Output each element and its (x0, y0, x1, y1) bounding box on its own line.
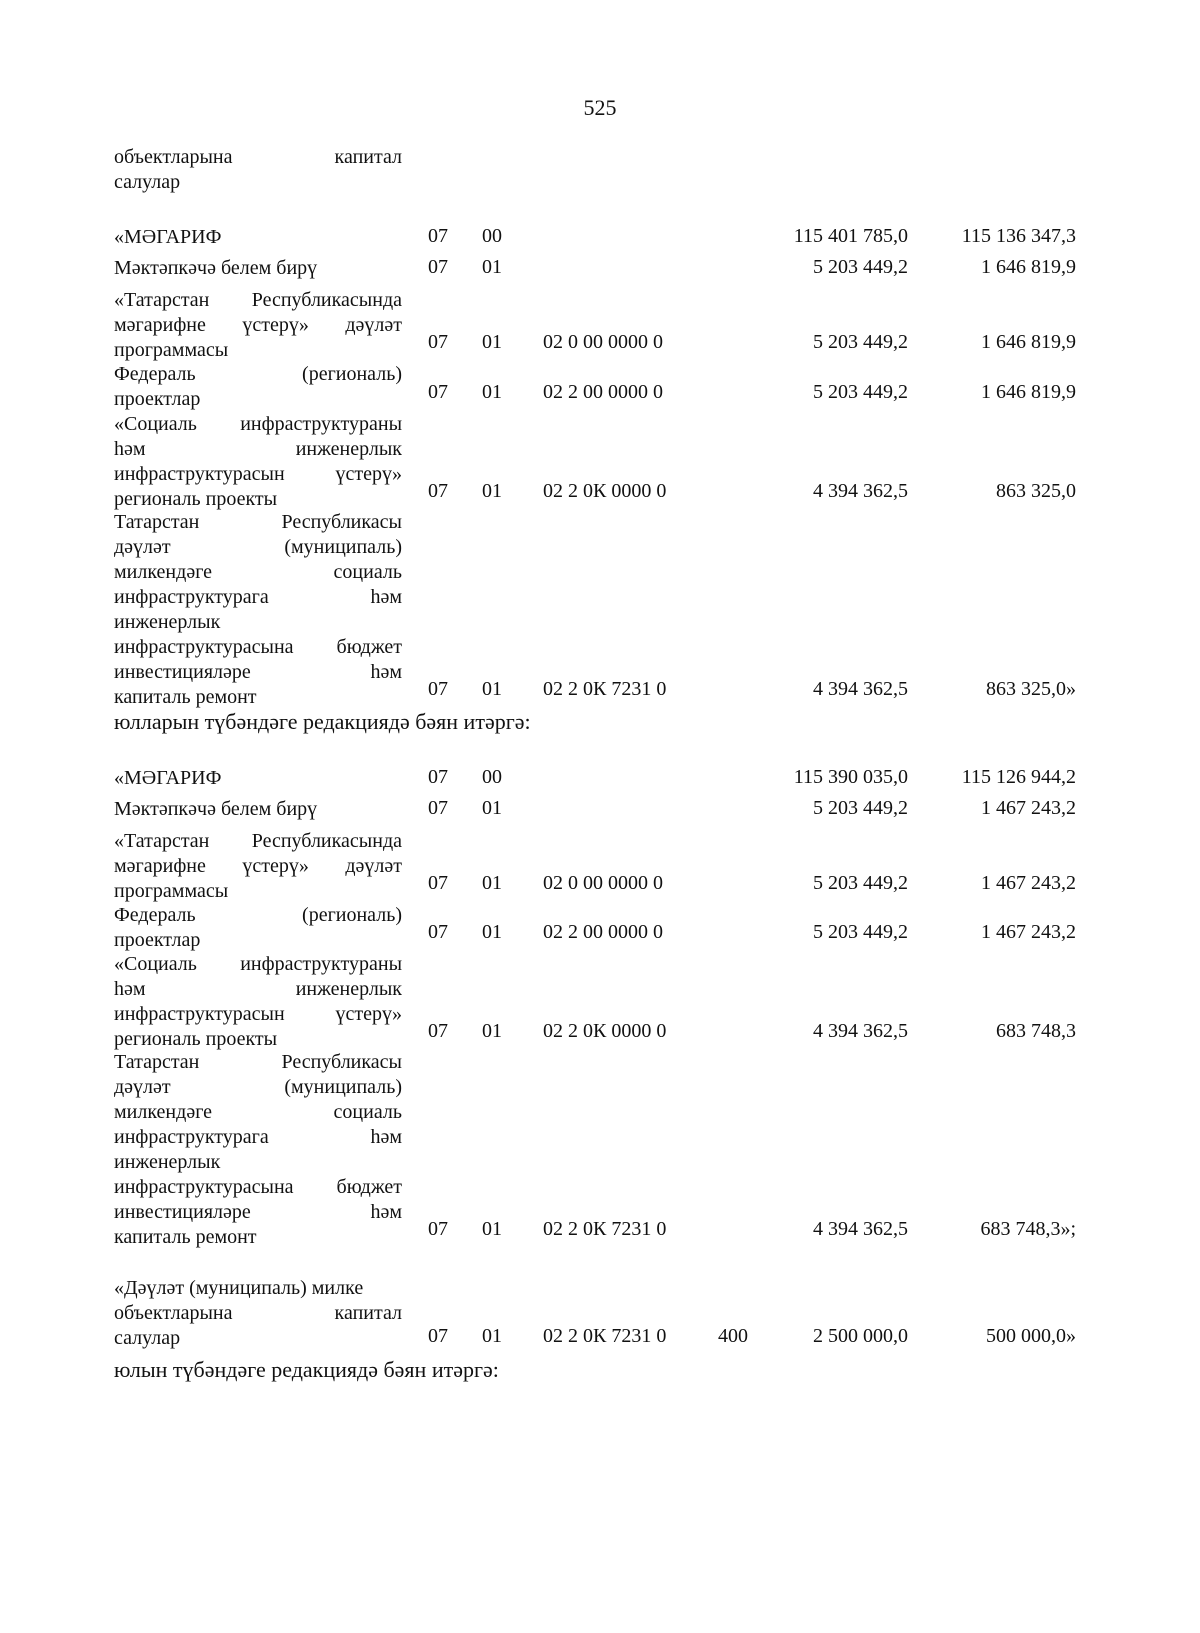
amount2-cell: 683 748,3 (996, 1020, 1076, 1042)
rz-cell: 07 (428, 480, 448, 502)
amount2-cell: 1 467 243,2 (981, 921, 1076, 943)
amount1-cell: 2 500 000,0 (813, 1325, 908, 1347)
amount1-cell: 5 203 449,2 (813, 256, 908, 278)
rz-cell: 07 (428, 256, 448, 278)
row-description: инфраструктурасын үстерү» (114, 1003, 402, 1025)
instruction-text: юлын түбәндәге редакциядә бәян итәргә: (114, 1357, 499, 1382)
fragment-line: объектларына капитал (114, 146, 402, 168)
row-description: «Социаль инфраструктураны (114, 413, 402, 435)
pr-cell: 01 (482, 872, 502, 894)
rz-cell: 07 (428, 872, 448, 894)
instruction-text: юлларын түбәндәге редакциядә бәян итәргә: (114, 709, 531, 734)
pr-cell: 01 (482, 1325, 502, 1347)
row-description: Федераль (региональ) (114, 904, 402, 926)
vr-cell: 400 (718, 1325, 748, 1347)
rz-cell: 07 (428, 797, 448, 819)
row-description: региональ проекты (114, 1028, 278, 1050)
amount2-cell: 115 126 944,2 (961, 766, 1076, 788)
amount2-cell: 1 467 243,2 (981, 797, 1076, 819)
amount1-cell: 115 401 785,0 (793, 225, 908, 247)
cs-cell: 02 2 0К 0000 0 (543, 1020, 667, 1042)
pr-cell: 01 (482, 921, 502, 943)
row-description: программасы (114, 880, 229, 902)
cs-cell: 02 0 00 0000 0 (543, 872, 663, 894)
row-description: объектларына капитал (114, 1302, 402, 1324)
row-description: «МӘГАРИФ (114, 767, 222, 789)
row-description: региональ проекты (114, 488, 278, 510)
amount2-cell: 1 467 243,2 (981, 872, 1076, 894)
amount1-cell: 5 203 449,2 (813, 921, 908, 943)
rz-cell: 07 (428, 921, 448, 943)
cs-cell: 02 2 0К 7231 0 (543, 1325, 667, 1347)
pr-cell: 01 (482, 381, 502, 403)
pr-cell: 01 (482, 256, 502, 278)
row-description: инфраструктурасына бюджет (114, 636, 402, 658)
amount2-cell: 1 646 819,9 (981, 381, 1076, 403)
row-description: капиталь ремонт (114, 1226, 257, 1248)
amount1-cell: 4 394 362,5 (813, 1218, 908, 1240)
top-fragment (114, 145, 402, 195)
row-description: мәгарифне үстерү» дәүләт (114, 314, 402, 336)
amount2-cell: 500 000,0» (986, 1325, 1076, 1347)
row-description: милкендәге социаль (114, 1101, 402, 1123)
row-description: инфраструктурага һәм (114, 1126, 402, 1148)
rz-cell: 07 (428, 1020, 448, 1042)
row-description: проектлар (114, 388, 201, 410)
cs-cell: 02 0 00 0000 0 (543, 331, 663, 353)
pr-cell: 00 (482, 225, 502, 247)
row-description: Мәктәпкәчә белем бирү (114, 257, 318, 279)
row-description: проектлар (114, 929, 201, 951)
cs-cell: 02 2 0К 7231 0 (543, 1218, 667, 1240)
row-description: һәм инженерлык (114, 438, 402, 460)
row-description: Мәктәпкәчә белем бирү (114, 798, 318, 820)
row-description: «МӘГАРИФ (114, 226, 222, 248)
amount1-cell: 5 203 449,2 (813, 331, 908, 353)
row-description: инвестицияләре һәм (114, 661, 402, 683)
row-description: инфраструктурага һәм (114, 586, 402, 608)
pr-cell: 01 (482, 331, 502, 353)
rz-cell: 07 (428, 1218, 448, 1240)
amount1-cell: 115 390 035,0 (793, 766, 908, 788)
amount1-cell: 4 394 362,5 (813, 480, 908, 502)
row-description: милкендәге социаль (114, 561, 402, 583)
amount1-cell: 5 203 449,2 (813, 797, 908, 819)
row-description: дәүләт (муниципаль) (114, 536, 402, 558)
rz-cell: 07 (428, 331, 448, 353)
amount2-cell: 863 325,0 (996, 480, 1076, 502)
row-description: Федераль (региональ) (114, 363, 402, 385)
row-description: мәгарифне үстерү» дәүләт (114, 855, 402, 877)
row-description: программасы (114, 339, 229, 361)
amount2-cell: 863 325,0» (986, 678, 1076, 700)
cs-cell: 02 2 0К 0000 0 (543, 480, 667, 502)
row-description: Татарстан Республикасы (114, 511, 402, 533)
row-description: инженерлык (114, 1151, 221, 1173)
amount2-cell: 115 136 347,3 (961, 225, 1076, 247)
row-description: дәүләт (муниципаль) (114, 1076, 402, 1098)
amount1-cell: 5 203 449,2 (813, 381, 908, 403)
row-description: инвестицияләре һәм (114, 1201, 402, 1223)
row-description: «Социаль инфраструктураны (114, 953, 402, 975)
row-description: капиталь ремонт (114, 686, 257, 708)
amount2-cell: 1 646 819,9 (981, 256, 1076, 278)
row-description: «Татарстан Республикасында (114, 289, 402, 311)
rz-cell: 07 (428, 678, 448, 700)
rz-cell: 07 (428, 1325, 448, 1347)
page-number: 525 (583, 95, 617, 120)
amount1-cell: 5 203 449,2 (813, 872, 908, 894)
pr-cell: 01 (482, 797, 502, 819)
rz-cell: 07 (428, 225, 448, 247)
amount2-cell: 1 646 819,9 (981, 331, 1076, 353)
cs-cell: 02 2 00 0000 0 (543, 921, 663, 943)
row-description: Татарстан Республикасы (114, 1051, 402, 1073)
row-description: «Татарстан Республикасында (114, 830, 402, 852)
row-description: һәм инженерлык (114, 978, 402, 1000)
rz-cell: 07 (428, 766, 448, 788)
cs-cell: 02 2 0К 7231 0 (543, 678, 667, 700)
amount1-cell: 4 394 362,5 (813, 1020, 908, 1042)
row-description: инфраструктурасына бюджет (114, 1176, 402, 1198)
row-description: салулар (114, 1327, 181, 1349)
row-description: инженерлык (114, 611, 221, 633)
pr-cell: 01 (482, 1218, 502, 1240)
rz-cell: 07 (428, 381, 448, 403)
pr-cell: 01 (482, 480, 502, 502)
row-description: инфраструктурасын үстерү» (114, 463, 402, 485)
cs-cell: 02 2 00 0000 0 (543, 381, 663, 403)
pr-cell: 01 (482, 1020, 502, 1042)
row-description: «Дәүләт (муниципаль) милке (114, 1277, 364, 1299)
pr-cell: 00 (482, 766, 502, 788)
amount2-cell: 683 748,3»; (980, 1218, 1076, 1240)
fragment-line: салулар (114, 171, 181, 193)
pr-cell: 01 (482, 678, 502, 700)
amount1-cell: 4 394 362,5 (813, 678, 908, 700)
